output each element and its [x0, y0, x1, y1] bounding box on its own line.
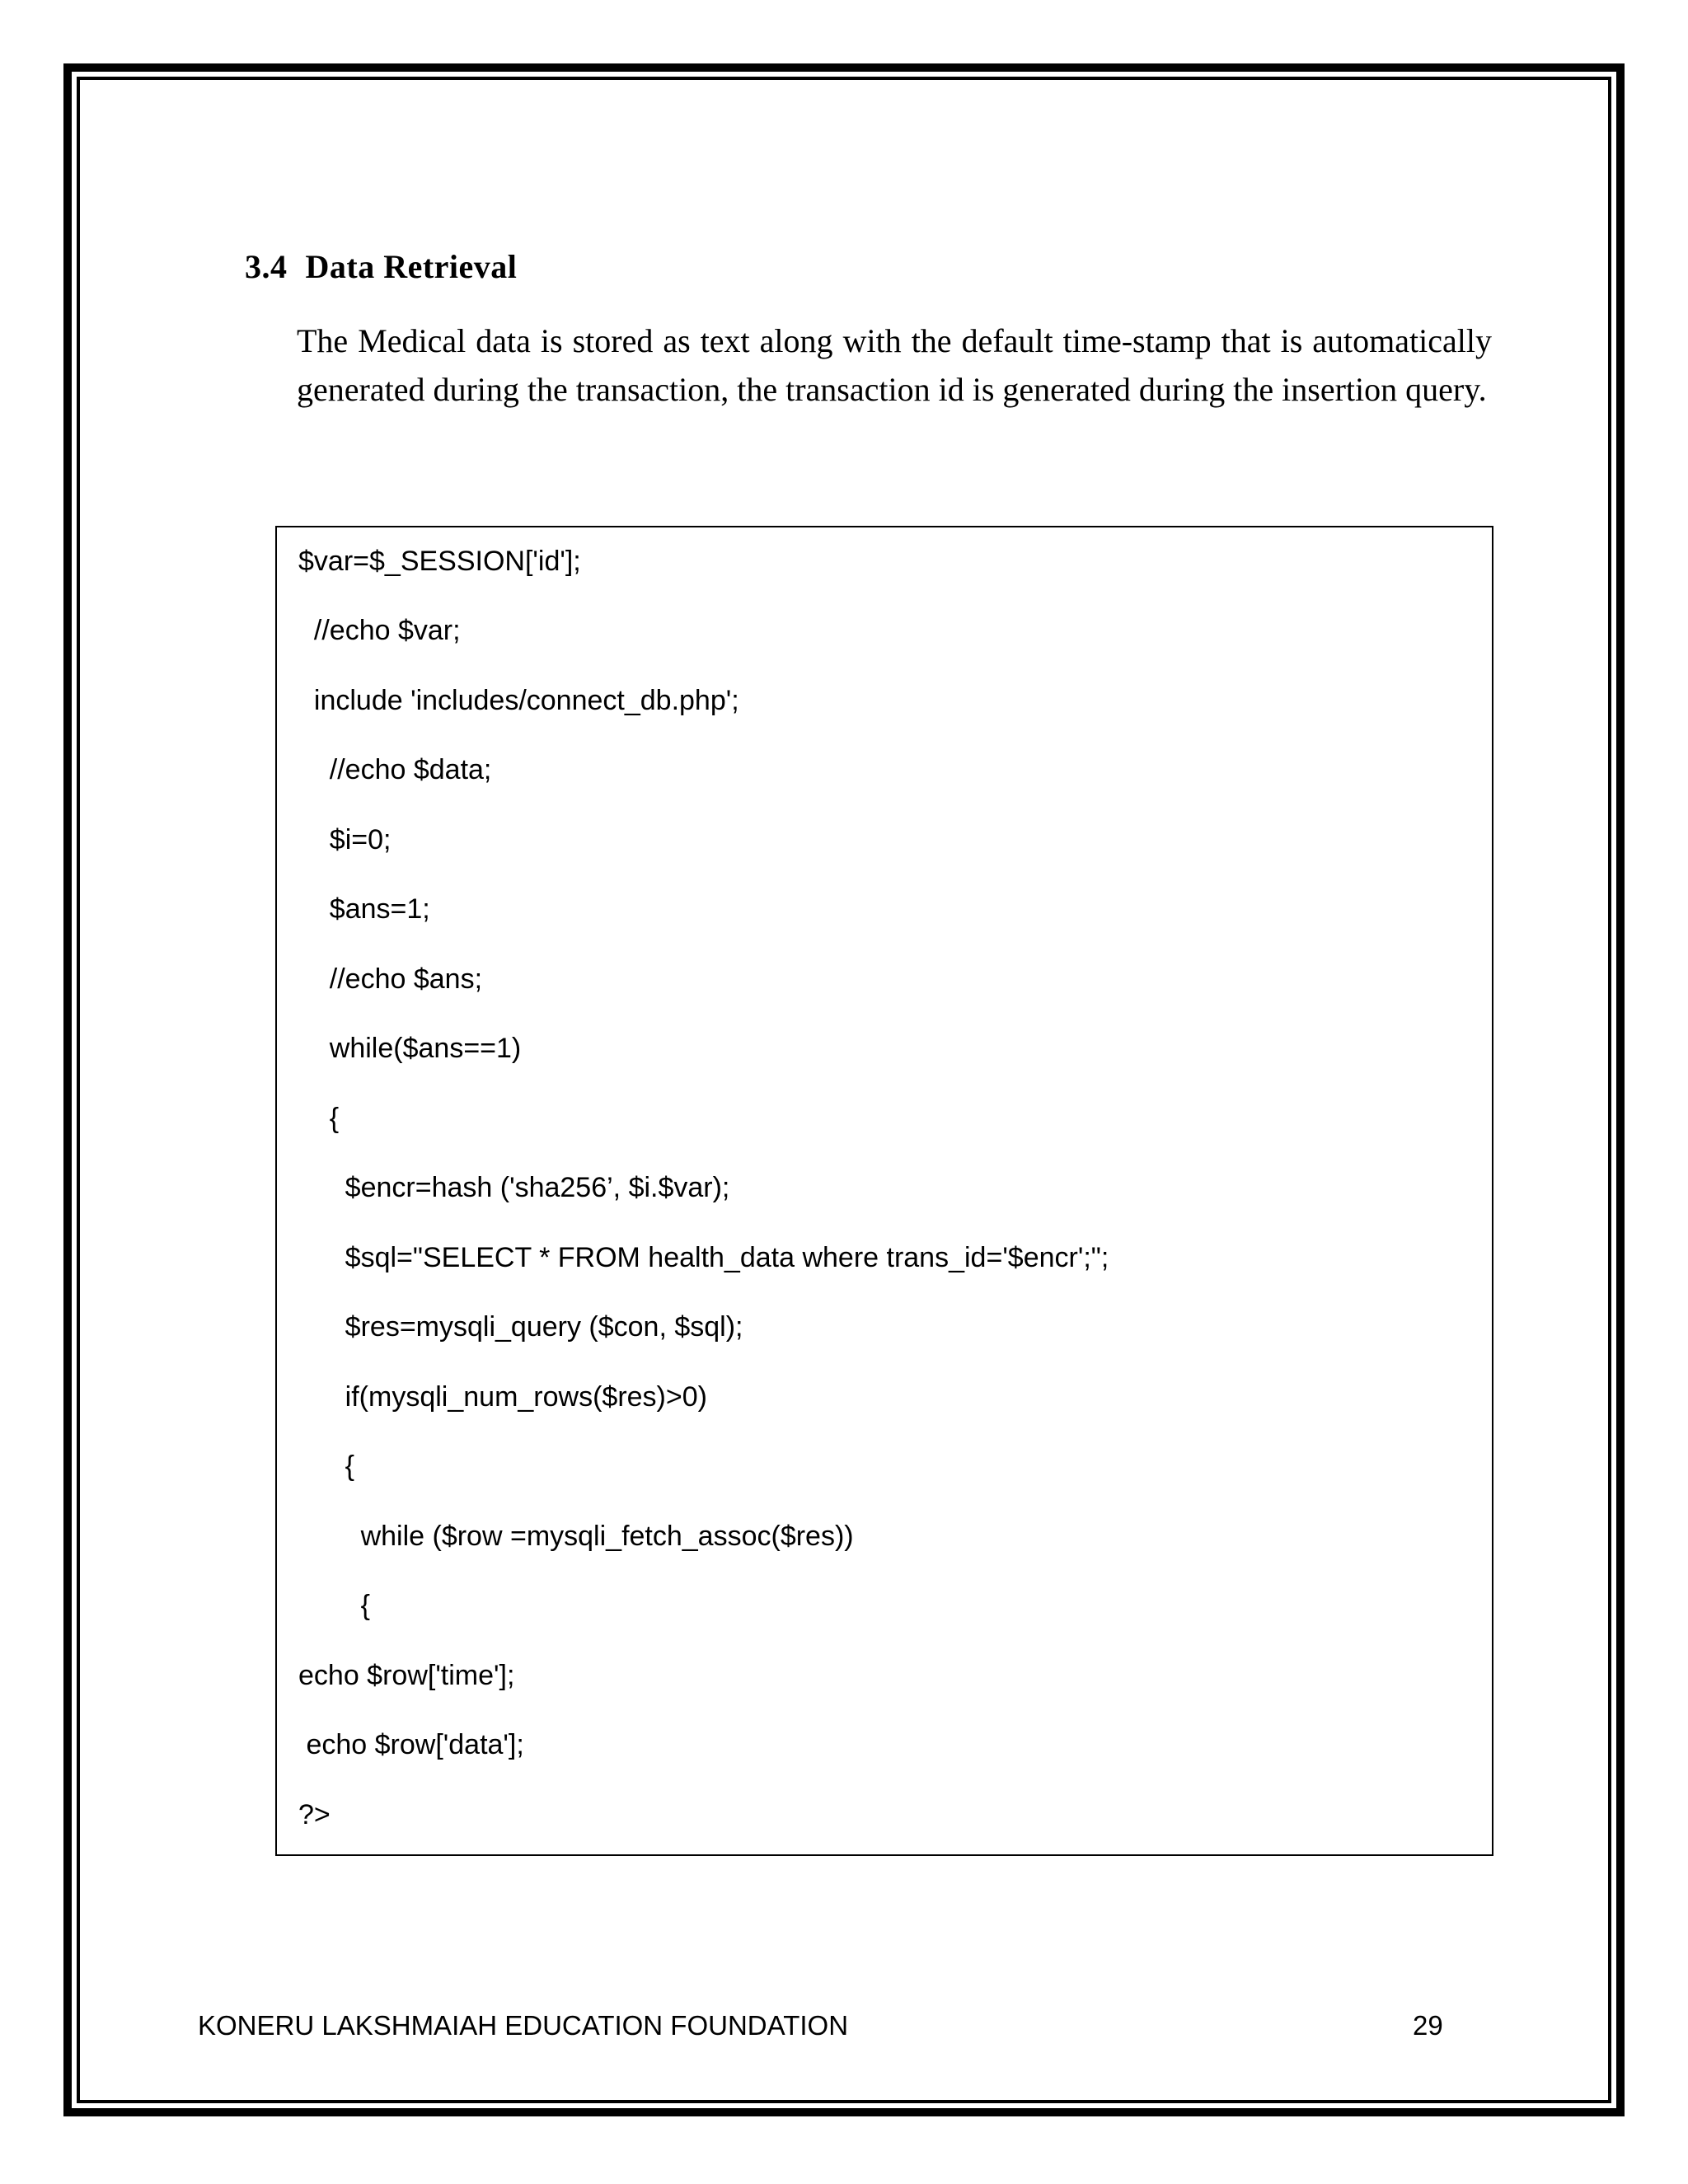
code-line: if(mysqli_num_rows($res)>0) — [298, 1381, 707, 1413]
code-line: echo $row['data']; — [298, 1729, 524, 1760]
code-line: //echo $var; — [298, 615, 461, 646]
section-title: Data Retrieval — [305, 248, 518, 285]
code-line: while($ans==1) — [298, 1033, 522, 1064]
section-number: 3.4 — [245, 248, 288, 285]
code-line: { — [298, 1451, 355, 1482]
code-line: { — [298, 1103, 340, 1134]
code-line: include 'includes/connect_db.php'; — [298, 685, 739, 716]
code-line: //echo $ans; — [298, 963, 483, 995]
code-line: $ans=1; — [298, 893, 430, 925]
section-heading — [245, 244, 517, 290]
footer-organization: KONERU LAKSHMAIAH EDUCATION FOUNDATION — [198, 2010, 849, 2041]
code-line: $i=0; — [298, 824, 392, 855]
code-line: { — [298, 1590, 370, 1621]
code-line: //echo $data; — [298, 754, 492, 785]
code-line: echo $row['time']; — [298, 1660, 515, 1691]
code-line: $var=$_SESSION['id']; — [298, 546, 581, 577]
code-line: $sql="SELECT * FROM health_data where trans_id='$encr';"; — [298, 1242, 1109, 1273]
page-number: 29 — [1413, 2010, 1443, 2041]
code-listing — [275, 526, 1493, 1856]
code-line: while ($row =mysqli_fetch_assoc($res)) — [298, 1521, 854, 1552]
body-paragraph: The Medical data is stored as text along with the default time-stamp that is automatically generated during the transaction, the transaction id is generated during the insertion query. — [297, 322, 1492, 408]
code-line: $encr=hash ('sha256’, $i.$var); — [298, 1172, 730, 1203]
code-line: $res=mysqli_query ($con, $sql); — [298, 1311, 743, 1343]
code-line: ?> — [298, 1799, 331, 1830]
